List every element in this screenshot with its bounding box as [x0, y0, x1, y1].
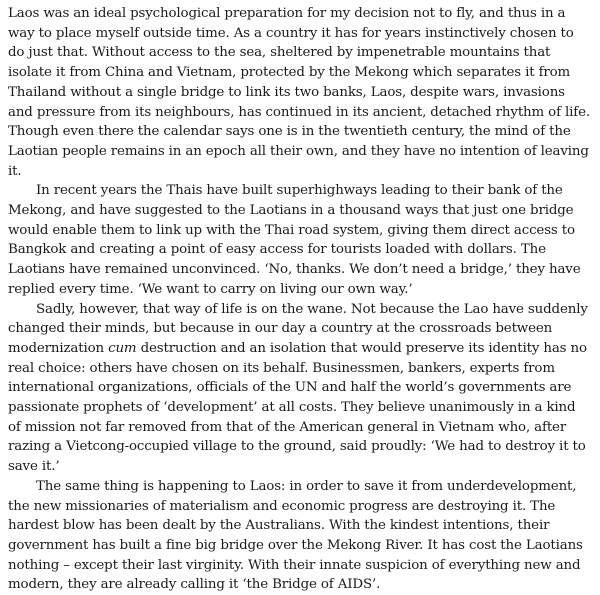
paragraph-4: The same thing is happening to Laos: in order to save it from underdevelopment, the new missionaries of materialism and economic progress are destroying it. The hardest blow has been dealt by the Australians. With the kindest intentions, their government has built a fine big bridge over the Mekong River. It has cost the Laotians nothing – except their last virginity. With their innate suspicion of everything new and modern, they are already calling it ‘the Bridge of AIDS’.	[8, 478, 583, 593]
paragraph-3-text-before: Sadly, however, that way of life is on the wane. Not because the Lao have suddenly changed their minds, but because in our day a country at the crossroads between modernization	[8, 301, 588, 356]
paragraph-3	[8, 300, 592, 477]
paragraph-2: In recent years the Thais have built superhighways leading to their bank of the Mekong, and have suggested to the Laotians in a thousand ways that just one bridge would enable them to link up with the Thai road system, giving them direct access to Bangkok and creating a point of easy access for tourists loaded with dollars. The Laotians have remained unconvinced. ‘No, thanks. We don’t need a bridge,’ they have replied every time. ‘We want to carry on living our own way.’	[8, 183, 581, 297]
paragraph-3-text-after: destruction and an isolation that would preserve its identity has no real choice: others have chosen on its behalf. Businessmen, bankers, experts from international organizations, officials of the UN and half the world’s governments are passionate prophets of ‘development’ at all costs. They believe unanimously in a kind of mission not far removed from that of the American general in Vietnam who, after razing a Vietcong-occupied village to the ground, said proudly: ‘We had to destroy it to save it.’	[8, 340, 587, 475]
paragraph-1: Laos was an ideal psychological preparation for my decision not to fly, and thus in a way to place myself outside time. As a country it has for years instinctively chosen to do just that. Without access to the sea, sheltered by impenetrable mountains that isolate it from China and Vietnam, protected by the Mekong which separates it from Thailand without a single bridge to link its two banks, Laos, despite wars, invasions and pressure from its neighbours, has continued in its ancient, detached rhythm of life. Though even there the calendar says one is in the twentieth century, the mind of the Laotian people remains in an epoch all their own, and they have no intention of leaving it.	[8, 6, 590, 179]
paragraph-3-italic-word: cum	[108, 340, 137, 356]
